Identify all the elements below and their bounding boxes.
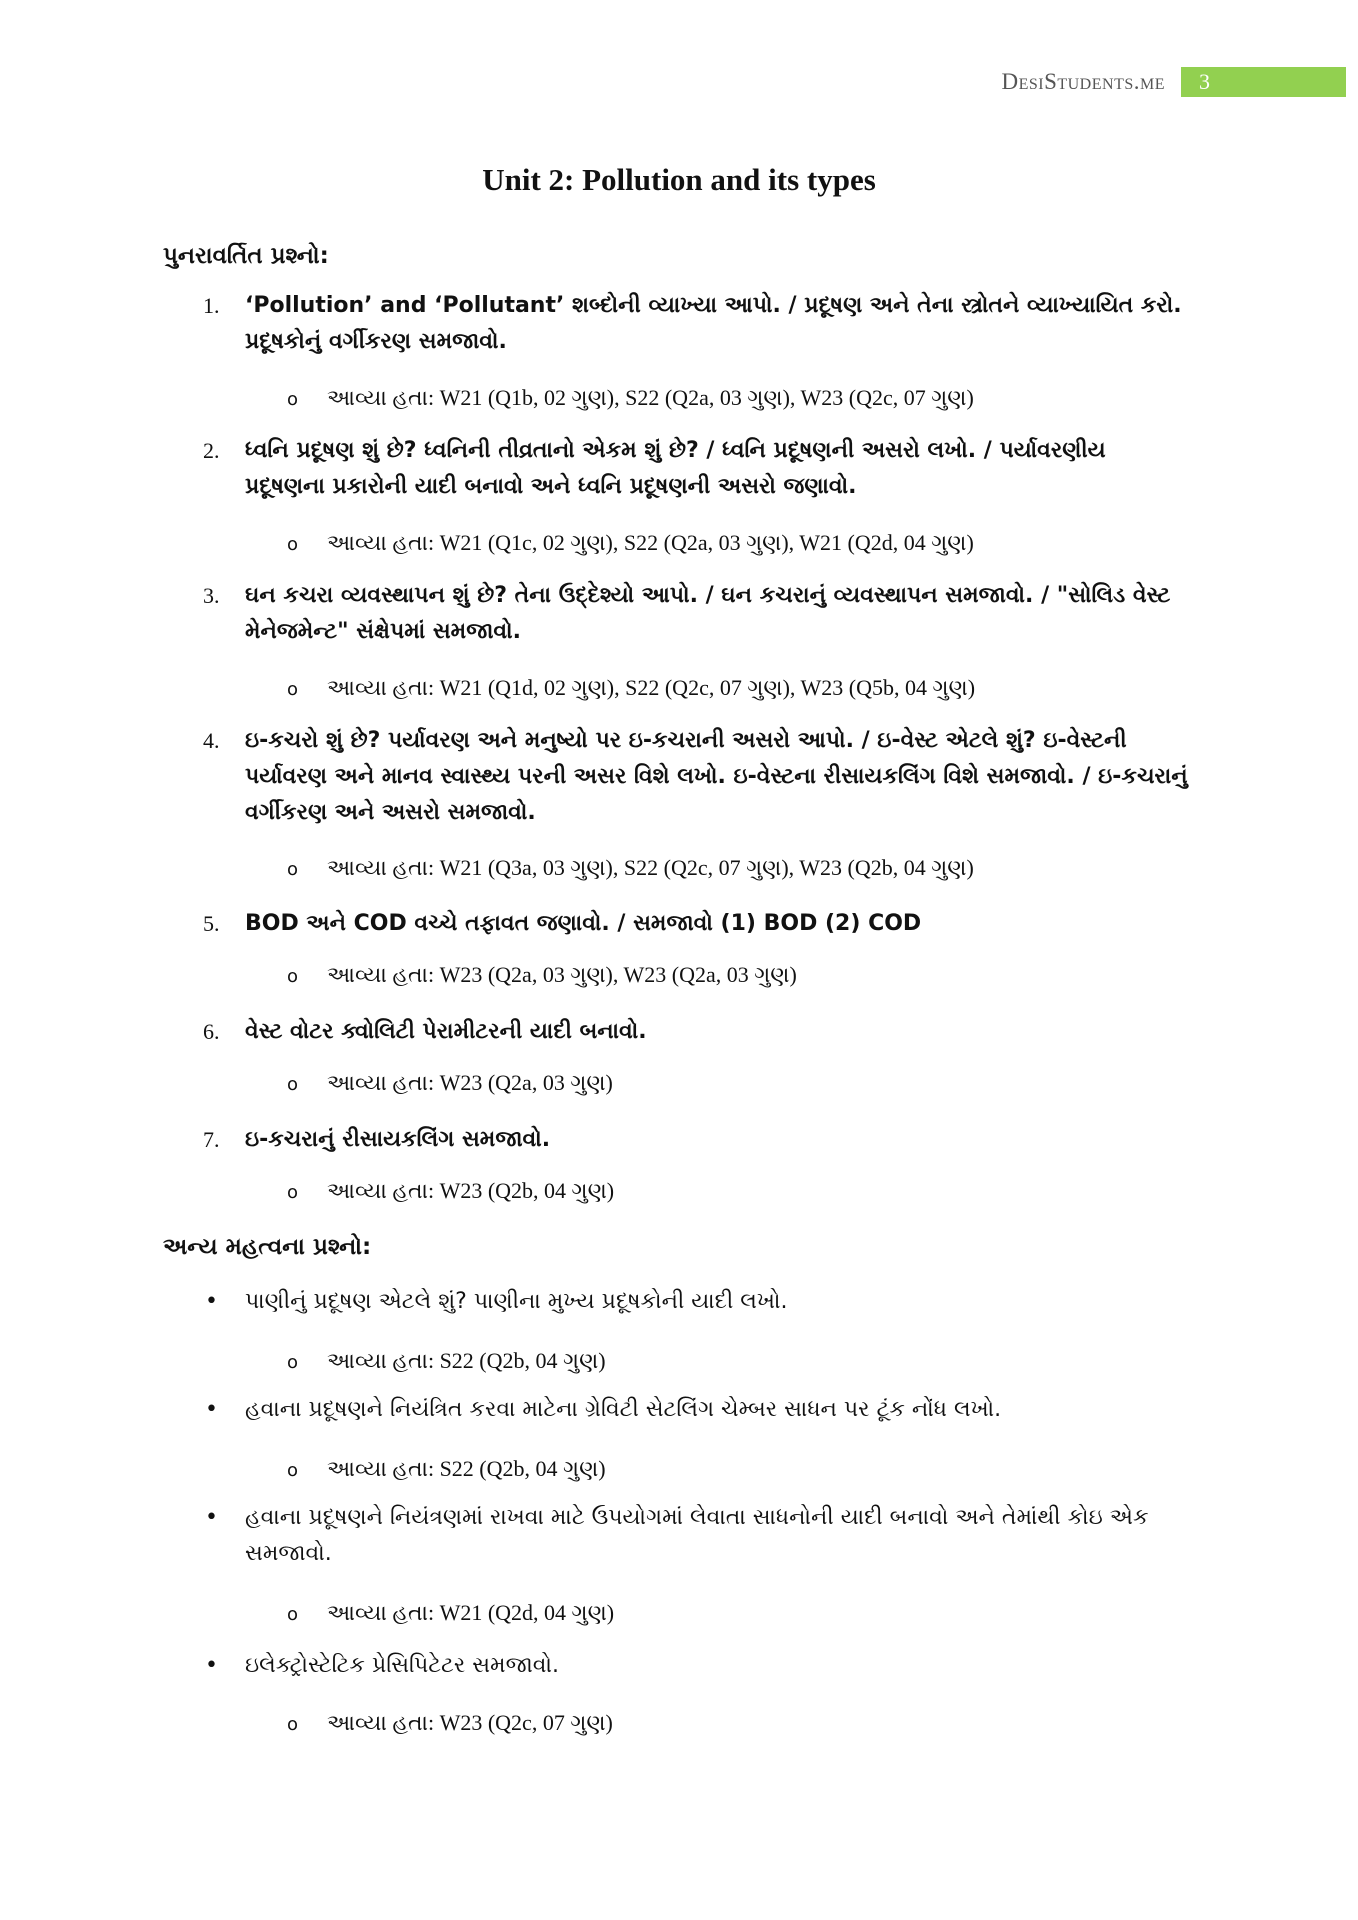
asked-text: આવ્યા હતા: W21 (Q1d, 02 ગુણ), S22 (Q2c, 07 ગુણ), W23 (Q5b, 04 ગુણ): [327, 675, 976, 700]
other-question-text: હવાના પ્રદૂષણને નિયંત્રિત કરવા માટેના ગ્રેવિટી સેટલિંગ ચેમ્બર સાધન પર ટૂંક નોંધ લખો.: [245, 1397, 1002, 1422]
asked-text: આવ્યા હતા: S22 (Q2b, 04 ગુણ): [327, 1456, 606, 1481]
question-text: ‘Pollution’ and ‘Pollutant’ શબ્દોની વ્યાખ્યા આપો. / પ્રદૂષણ અને તેના સ્ત્રોતને વ્યાખ્યાયિત કરો. પ્રદૂષકોનું વર્ગીકરણ સમજાવો.: [245, 293, 1182, 354]
asked-info: [287, 1176, 614, 1206]
circle-bullet-icon: o: [287, 1074, 299, 1095]
asked-info: [287, 1708, 613, 1738]
question-number: 6.: [203, 1019, 220, 1044]
question-text: વેસ્ટ વોટર ક્વોલિટી પેરામીટરની યાદી બનાવો.: [245, 1019, 647, 1044]
circle-bullet-icon: o: [287, 1352, 299, 1373]
question-number: 1.: [203, 293, 220, 318]
asked-text: આવ્યા હતા: W23 (Q2c, 07 ગુણ): [327, 1710, 613, 1735]
circle-bullet-icon: o: [287, 966, 299, 987]
question-item: [203, 1122, 1193, 1158]
asked-info: [287, 1454, 606, 1484]
asked-info: [287, 1346, 606, 1376]
other-questions-heading: અન્ય મહત્વના પ્રશ્નો:: [163, 1234, 372, 1260]
asked-text: આવ્યા હતા: W23 (Q2a, 03 ગુણ), W23 (Q2a, 03 ગુણ): [327, 962, 797, 987]
bullet-icon: •: [205, 1505, 218, 1530]
question-item: [203, 578, 1193, 650]
other-question-text: ઇલેક્ટ્રોસ્ટેટિક પ્રેસિપિટેટર સમજાવો.: [245, 1653, 559, 1678]
circle-bullet-icon: o: [287, 389, 299, 410]
asked-text: આવ્યા હતા: S22 (Q2b, 04 ગુણ): [327, 1348, 606, 1373]
asked-info: [287, 960, 797, 990]
question-number: 7.: [203, 1127, 220, 1152]
page-header: [1001, 67, 1358, 97]
other-question-item: [205, 1500, 1195, 1572]
question-text: ઇ-કચરો શું છે? પર્યાવરણ અને મનુષ્યો પર ઇ-કચરાની અસરો આપો. / ઇ-વેસ્ટ એટલે શું? ઇ-વેસ્ટની પર્યાવરણ અને માનવ સ્વાસ્થ્ય પરની અસર વિશે લખો. ઇ-વેસ્ટના રીસાયકલિંગ વિશે સમજાવો. / ઇ-કચરાનું વર્ગીકરણ અને અસરો સમજાવો.: [245, 728, 1188, 825]
other-question-text: હવાના પ્રદૂષણને નિયંત્રણમાં રાખવા માટે ઉપયોગમાં લેવાતા સાધનોની યાદી બનાવો અને તેમાંથી કોઇ એક સમજાવો.: [245, 1505, 1149, 1566]
bullet-icon: •: [205, 1289, 218, 1314]
question-text: ઇ-કચરાનું રીસાયકલિંગ સમજાવો.: [245, 1127, 551, 1152]
circle-bullet-icon: o: [287, 1460, 299, 1481]
asked-info: [287, 1598, 614, 1628]
page-number-badge: 3: [1181, 67, 1346, 97]
asked-info: [287, 1068, 613, 1098]
asked-text: આવ્યા હતા: W21 (Q1c, 02 ગુણ), S22 (Q2a, 03 ગુણ), W21 (Q2d, 04 ગુણ): [327, 530, 974, 555]
asked-info: [287, 528, 974, 558]
question-item: [203, 288, 1193, 360]
asked-text: આવ્યા હતા: W21 (Q1b, 02 ગુણ), S22 (Q2a, 03 ગુણ), W23 (Q2c, 07 ગુણ): [327, 385, 974, 410]
other-question-text: પાણીનું પ્રદૂષણ એટલે શું? પાણીના મુખ્ય પ્રદૂષકોની યાદી લખો.: [245, 1289, 788, 1314]
asked-info: [287, 673, 975, 703]
other-question-item: [205, 1648, 1195, 1684]
question-number: 4.: [203, 728, 220, 753]
question-text: BOD અને COD વચ્ચે તફાવત જણાવો. / સમજાવો (1) BOD (2) COD: [245, 911, 922, 936]
other-question-item: [205, 1392, 1195, 1428]
asked-text: આવ્યા હતા: W23 (Q2b, 04 ગુણ): [327, 1178, 615, 1203]
question-number: 2.: [203, 438, 220, 463]
question-text: ધ્વનિ પ્રદૂષણ શું છે? ધ્વનિની તીવ્રતાનો એકમ શું છે? / ધ્વનિ પ્રદૂષણની અસરો લખો. / પર્યાવરણીય પ્રદૂષણના પ્રકારોની યાદી બનાવો અને ધ્વનિ પ્રદૂષણની અસરો જણાવો.: [245, 438, 1106, 499]
asked-info: [287, 383, 974, 413]
asked-text: આવ્યા હતા: W23 (Q2a, 03 ગુણ): [327, 1070, 613, 1095]
circle-bullet-icon: o: [287, 1714, 299, 1735]
circle-bullet-icon: o: [287, 679, 299, 700]
circle-bullet-icon: o: [287, 534, 299, 555]
question-item: [203, 906, 1193, 942]
question-number: 3.: [203, 583, 220, 608]
question-item: [203, 433, 1193, 505]
circle-bullet-icon: o: [287, 859, 299, 880]
question-text: ઘન કચરા વ્યવસ્થાપન શું છે? તેના ઉદ્દેશ્યો આપો. / ઘન કચરાનું વ્યવસ્થાપન સમજાવો. / "સોલિડ વેસ્ટ મેનેજમેન્ટ" સંક્ષેપમાં સમજાવો.: [245, 583, 1171, 644]
site-name: DesiStudents.me: [1001, 69, 1165, 94]
bullet-icon: •: [205, 1653, 218, 1678]
asked-text: આવ્યા હતા: W21 (Q2d, 04 ગુણ): [327, 1600, 615, 1625]
question-item: [203, 723, 1193, 831]
question-item: [203, 1014, 1193, 1050]
circle-bullet-icon: o: [287, 1182, 299, 1203]
circle-bullet-icon: o: [287, 1604, 299, 1625]
asked-text: આવ્યા હતા: W21 (Q3a, 03 ગુણ), S22 (Q2c, 07 ગુણ), W23 (Q2b, 04 ગુણ): [327, 855, 974, 880]
bullet-icon: •: [205, 1397, 218, 1422]
page-title: Unit 2: Pollution and its types: [482, 162, 876, 197]
asked-info: [287, 853, 974, 883]
question-number: 5.: [203, 911, 220, 936]
other-question-item: [205, 1284, 1195, 1320]
repeated-questions-heading: પુનરાવર્તિત પ્રશ્નો:: [163, 243, 329, 269]
